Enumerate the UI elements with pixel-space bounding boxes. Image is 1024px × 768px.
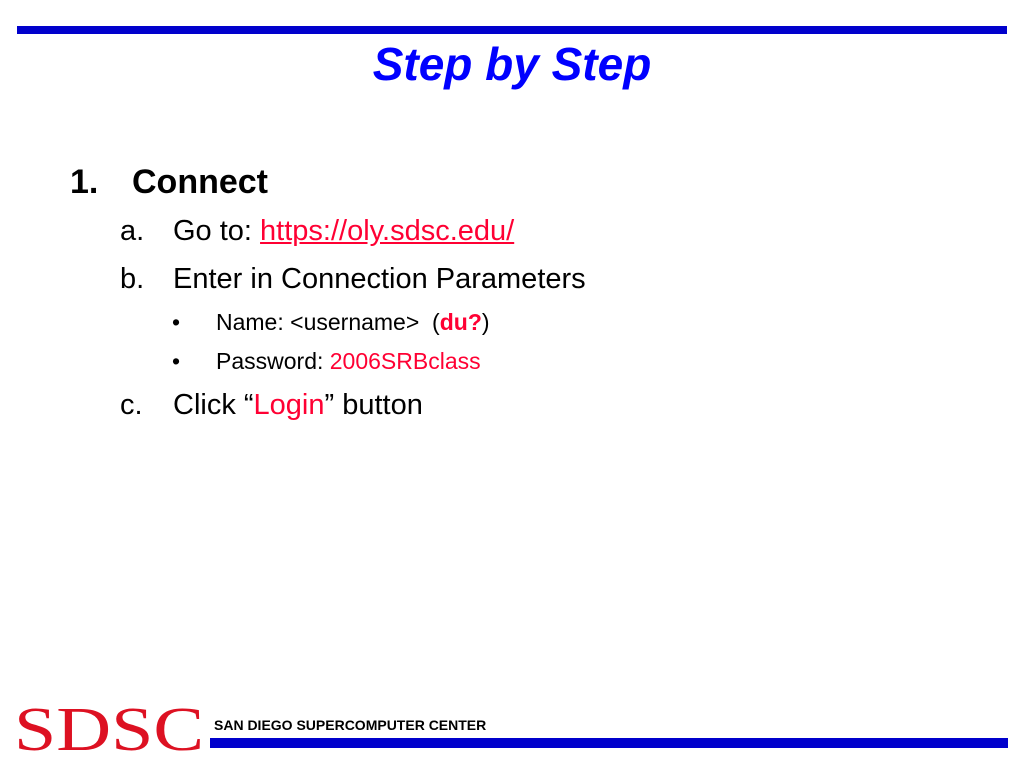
sdsc-logo — [14, 696, 206, 756]
bullet-name — [172, 307, 490, 337]
password-value: 2006SRBclass — [329, 348, 481, 374]
step-1c-suffix: ” button — [324, 389, 423, 421]
login-button-name: Login — [253, 389, 325, 421]
step-1b-text: Enter in Connection Parameters — [173, 263, 586, 295]
bullet-dot: • — [172, 348, 181, 374]
name-paren-open: ( — [419, 309, 440, 335]
step-1a — [120, 213, 514, 249]
step-1a-prefix: Go to: — [173, 215, 261, 247]
bottom-rule — [210, 738, 1008, 748]
bullet-dot: • — [172, 309, 181, 335]
step-1a-letter: a. — [120, 215, 145, 247]
step-1b-letter: b. — [120, 263, 145, 295]
center-name: SAN DIEGO SUPERCOMPUTER CENTER — [214, 717, 487, 733]
step-1 — [70, 160, 268, 204]
step-1c-prefix: Click “ — [173, 389, 254, 421]
slide-title: Step by Step — [372, 38, 652, 90]
name-paren-close: ) — [481, 309, 490, 335]
bullet-password — [172, 346, 481, 376]
top-rule — [17, 26, 1007, 34]
oly-link[interactable]: https://oly.sdsc.edu/ — [260, 215, 515, 247]
step-1-number: 1. — [70, 163, 99, 201]
step-1c-letter: c. — [120, 389, 143, 421]
name-label: Name: — [216, 309, 291, 335]
step-1c — [120, 387, 423, 423]
sdsc-logo-text: SDSC — [14, 696, 204, 756]
step-1-label: Connect — [132, 163, 268, 201]
password-label: Password: — [216, 348, 330, 374]
name-value: <username> — [290, 309, 420, 335]
step-1b — [120, 261, 586, 297]
name-hint: du? — [439, 309, 482, 335]
